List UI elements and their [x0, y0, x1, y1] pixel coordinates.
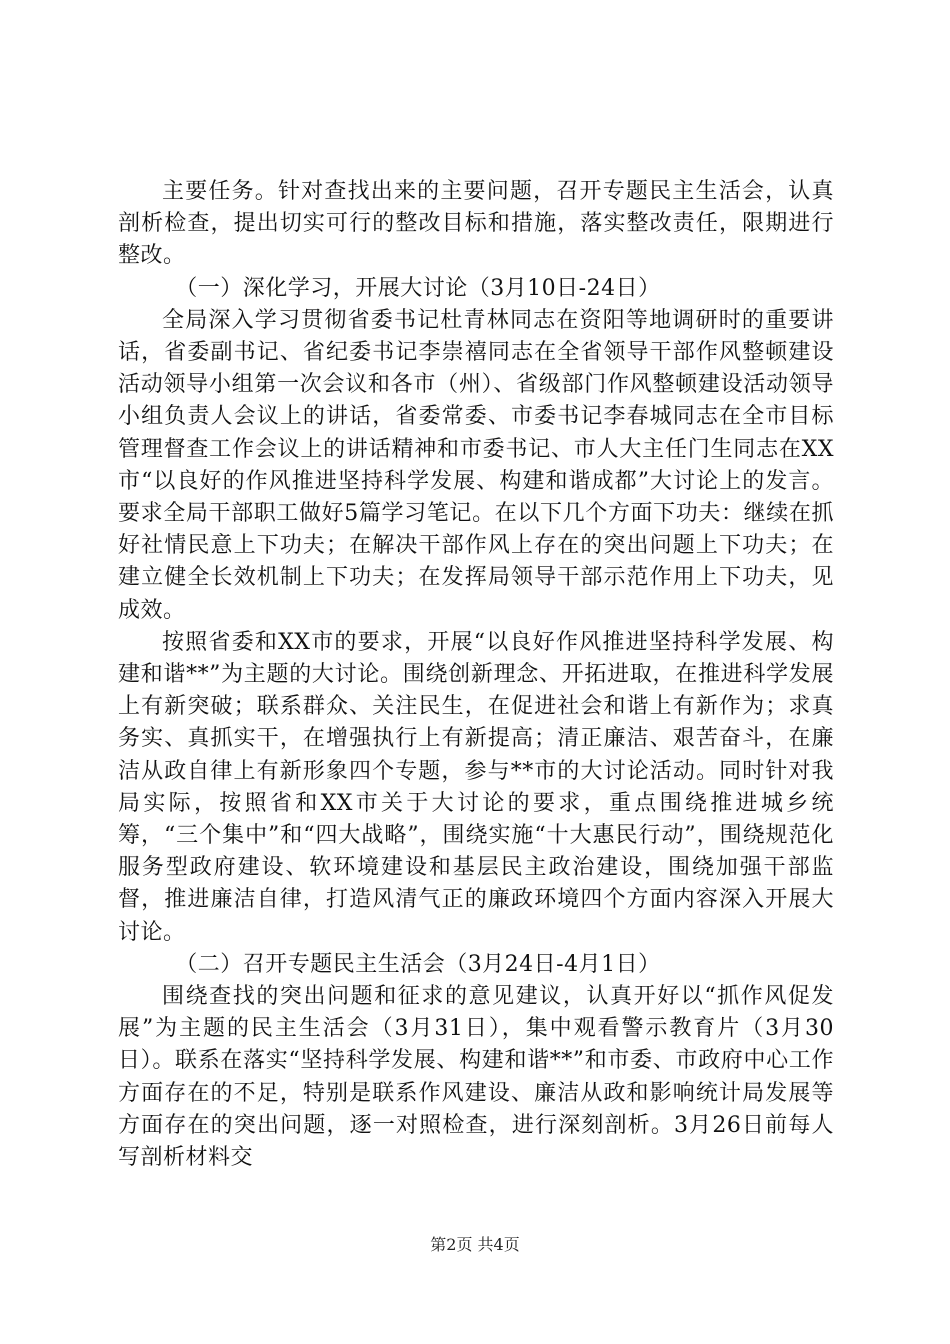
page-number-label: 第2页 共4页 [430, 1235, 520, 1254]
section-heading-study: （一）深化学习，开展大讨论（3月10日-24日） [175, 275, 661, 301]
paragraph-study-details: 全局深入学习贯彻省委书记杜青林同志在资阳等地调研时的重要讲话，省委副书记、省纪委书记李崇禧同志在全省领导干部作风整顿建设活动领导小组第一次会议和各市（州）、省级部门作风整顿建设活动领导小组负责人会议上的讲话，省委常委、市委书记李春城同志在全市目标管理督查工作会议上的讲话精神和市委书记、市人大主任门生同志在XX市“以良好的作风推进坚持科学发展、构建和谐成都”大讨论上的发言。要求全局干部职工做好5篇学习笔记。在以下几个方面下功夫：继续在抓好社情民意上下功夫；在解决干部作风上存在的突出问题上下功夫；在建立健全长效机制上下功夫；在发挥局领导干部示范作用上下功夫，见成效。 [118, 307, 834, 623]
page-footer [0, 1235, 950, 1255]
document-body [118, 176, 834, 1174]
paragraph-main-tasks: 主要任务。针对查找出来的主要问题，召开专题民主生活会，认真剖析检查，提出切实可行的整改目标和措施，落实整改责任，限期进行整改。 [118, 179, 834, 269]
paragraph-discussion-details: 按照省委和XX市的要求，开展“以良好作风推进坚持科学发展、构建和谐**”为主题的大讨论。围绕创新理念、开拓进取，在推进科学发展上有新突破；联系群众、关注民生，在促进社会和谐上有新作为；求真务实、真抓实干，在增强执行上有新提高；清正廉洁、艰苦奋斗，在廉洁从政自律上有新形象四个专题，参与**市的大讨论活动。同时针对我局实际，按照省和XX市关于大讨论的要求，重点围绕推进城乡统筹，“三个集中”和“四大战略”，围绕实施“十大惠民行动”，围绕规范化服务型政府建设、软环境建设和基层民主政治建设，围绕加强干部监督，推进廉洁自律，打造风清气正的廉政环境四个方面内容深入开展大讨论。 [118, 629, 834, 945]
section-heading-meeting: （二）召开专题民主生活会（3月24日-4月1日） [175, 951, 661, 977]
paragraph-meeting-details: 围绕查找的突出问题和征求的意见建议，认真开好以“抓作风促发展”为主题的民主生活会（3月31日），集中观看警示教育片（3月30日）。联系在落实“坚持科学发展、构建和谐**”和市委、市政府中心工作方面存在的不足，特别是联系作风建设、廉洁从政和影响统计局发展等方面存在的突出问题，逐一对照检查，进行深刻剖析。3月26日前每人写剖析材料交 [118, 984, 834, 1171]
